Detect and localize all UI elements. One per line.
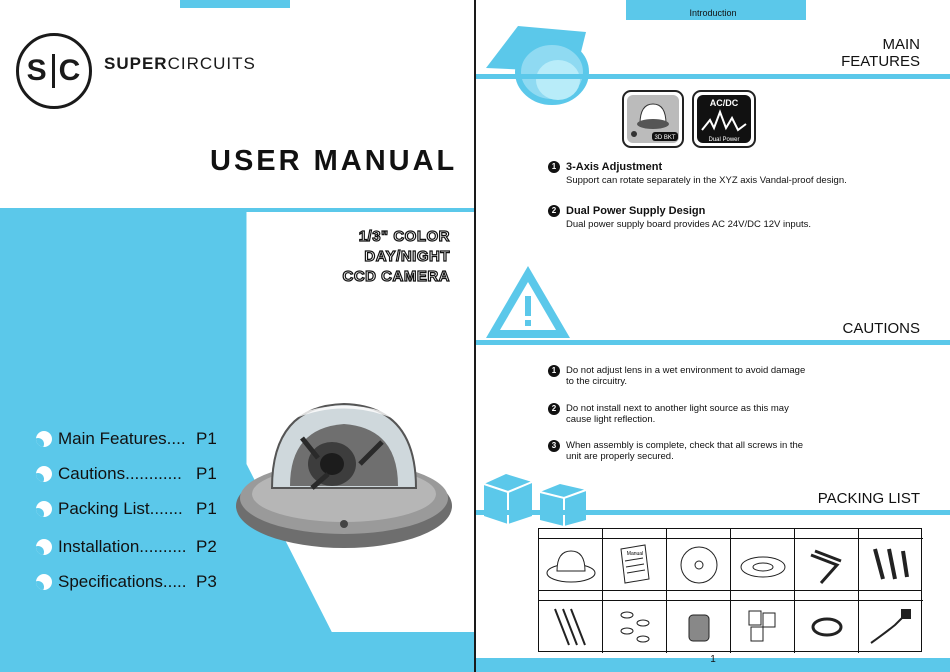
packing-item-cable (859, 591, 923, 653)
feature-title: 3-Axis Adjustment (566, 161, 663, 173)
toc-page: P3 (196, 572, 217, 591)
number-icon: 2 (548, 403, 560, 415)
packing-item-hex-key (795, 529, 859, 591)
introduction-page (476, 0, 950, 672)
toc-item-specifications[interactable] (36, 572, 217, 592)
toc-dots: ....... (149, 499, 183, 518)
feature-item-2 (548, 205, 811, 230)
caution-line: unit are properly secured. (566, 451, 674, 462)
bullet-icon (36, 574, 52, 590)
3d-bracket-badge-icon (622, 90, 684, 148)
brand-name (104, 54, 256, 74)
bullet-icon (36, 501, 52, 517)
feature-title: Dual Power Supply Design (566, 205, 706, 217)
white-stripe (0, 200, 474, 208)
caution-line: Do not adjust lens in a wet environment to avoid damage (566, 365, 806, 376)
toc-page: P1 (196, 499, 217, 518)
caution-line: Do not install next to another light source as this may (566, 403, 789, 414)
toc-page: P2 (196, 537, 217, 556)
subtitle-line-3: CCD CAMERA (342, 268, 450, 285)
number-icon: 1 (548, 365, 560, 377)
packing-item-washers (603, 591, 667, 653)
toc-label: Main Features (58, 429, 167, 448)
packing-list-table (538, 528, 922, 652)
cautions-title: CAUTIONS (842, 320, 920, 337)
logo-letter-s: S (26, 54, 48, 87)
toc-item-cautions[interactable] (36, 464, 217, 484)
toc-item-installation[interactable] (36, 537, 217, 557)
subtitle-line-1: 1/3" COLOR (358, 228, 450, 245)
packing-item-screws (539, 591, 603, 653)
packing-item-connector (667, 591, 731, 653)
packing-item-o-ring (795, 591, 859, 653)
caution-line: cause light reflection. (566, 414, 656, 425)
package-boxes-icon (480, 470, 592, 526)
page-header: Introduction (689, 8, 737, 18)
badge-acdc-text: AC/DC (709, 98, 739, 108)
dome-corner-icon (482, 22, 592, 108)
bottom-accent-bar (0, 658, 474, 672)
toc-label: Cautions (58, 464, 126, 483)
section-rule (476, 510, 950, 515)
packing-item-terminal-blocks (731, 591, 795, 653)
warning-triangle-icon (484, 264, 572, 340)
feature-desc: Support can rotate separately in the XYZ axis Vandal-proof design. (566, 175, 847, 187)
packing-item-anchors (859, 529, 923, 591)
title-line-2: FEATURES (841, 53, 920, 70)
manual-label: Manual (626, 551, 644, 557)
number-icon: 1 (548, 161, 560, 173)
page-number: 1 (710, 654, 716, 665)
toc-item-main-features[interactable] (36, 429, 217, 449)
main-features-title (841, 36, 920, 70)
toc-page: P1 (196, 464, 217, 483)
supercircuits-logo (16, 33, 92, 109)
bullet-icon (36, 539, 52, 555)
toc-dots: ............ (125, 464, 182, 483)
bullet-icon (36, 466, 52, 482)
packing-item-camera (539, 529, 603, 591)
badge-dual-text: Dual Power (708, 137, 740, 143)
feature-item-1 (548, 161, 847, 186)
manual-title: USER MANUAL (210, 145, 458, 177)
bullet-icon (36, 431, 52, 447)
toc-item-packing-list[interactable] (36, 499, 217, 519)
toc-label: Specifications (58, 572, 163, 591)
section-rule (476, 74, 950, 79)
section-rule (476, 340, 950, 345)
caution-item-1 (548, 365, 805, 387)
number-icon: 2 (548, 205, 560, 217)
packing-list-title: PACKING LIST (817, 490, 920, 507)
caution-item-3 (548, 440, 803, 462)
toc-dots: .......... (139, 537, 187, 556)
logo-letter-c: C (58, 54, 82, 87)
feature-desc: Dual power supply board provides AC 24V/DC 12V inputs. (566, 219, 812, 231)
brand-rest: CIRCUITS (167, 54, 256, 73)
brand-bold: SUPER (104, 54, 168, 73)
toc-page: P1 (196, 429, 217, 448)
caution-item-2 (548, 403, 789, 425)
packing-item-manual (603, 529, 667, 591)
caution-line: When assembly is complete, check that all screws in the (566, 440, 804, 451)
title-line-1: MAIN (882, 36, 920, 53)
cover-page (0, 0, 474, 672)
dome-camera-image (232, 398, 457, 558)
toc-label: Packing List (58, 499, 150, 518)
badge-3d-text: 3D BKT (654, 135, 676, 141)
subtitle-line-2: DAY/NIGHT (364, 248, 450, 265)
toc-dots: .... (166, 429, 186, 448)
caution-line: to the circuitry. (566, 376, 628, 387)
toc-label: Installation (58, 537, 140, 556)
packing-item-template (731, 529, 795, 591)
toc-dots: ..... (162, 572, 187, 591)
top-accent-bar (180, 0, 290, 8)
dual-power-badge-icon (692, 90, 756, 148)
number-icon: 3 (548, 440, 560, 452)
packing-item-cd (667, 529, 731, 591)
